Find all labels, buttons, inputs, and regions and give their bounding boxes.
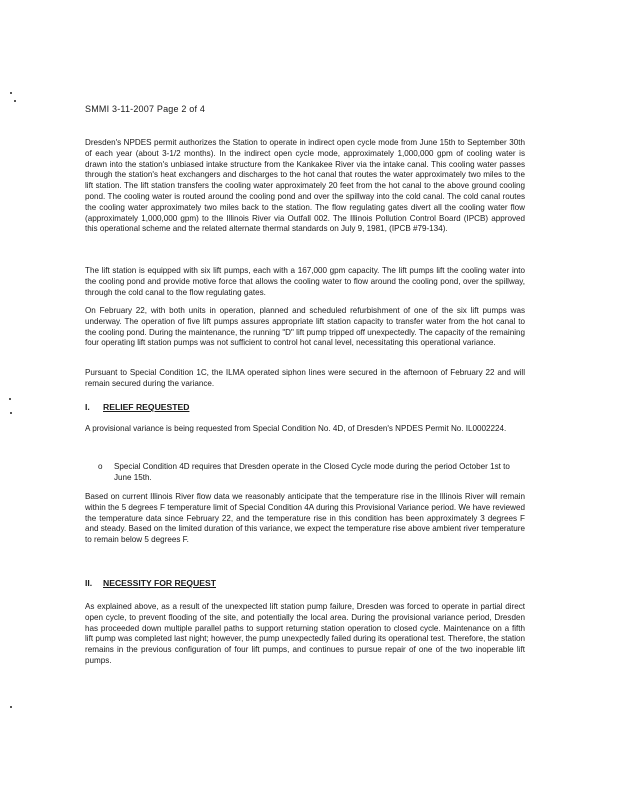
paragraph-permit: Dresden's NPDES permit authorizes the Station to operate in indirect open cycle mode from June 15th to September 30th of each year (about 3-1/2 months). In the indirect open cycle mode, approximately 1,000,000 gpm of cooling water is drawn into the station's unbiased intake structure from the Kankakee River via the intake canal. This cooling water passes through the station's heat exchangers and discharges to the hot canal that routes the water approximately two miles to the lift station. The lift station transfers the cooling water approximately 20 feet from the hot canal to the above ground cooling pond. The cooling water is routed around the cooling pond and over the spillway into the cold canal. The cold canal routes the cooling water approximately two miles back to the station. The flow regulating gates divert all the cooling water flow (approximately 1,000,000 gpm) to the Illinois River via Outfall 002. The Illinois Pollution Control Board (IPCB) approved this operational scheme and the related alternate thermal standards on July 9, 1981, (IPCB #79-134). bbox=[85, 138, 525, 234]
paragraph-lift-station: The lift station is equipped with six lift pumps, each with a 167,000 gpm capacity. The lift pumps lift the cooling water into the cooling pond and provide motive force that allows the cooling water to flow around the cooling pond, over the spillway, through the cold canal to the flow regulating gates. bbox=[85, 266, 525, 297]
scan-speck bbox=[10, 706, 12, 708]
section-title: NECESSITY FOR REQUEST bbox=[103, 578, 217, 588]
scan-speck bbox=[14, 100, 16, 102]
page-header: SMMI 3-11-2007 Page 2 of 4 bbox=[85, 104, 206, 114]
paragraph-river-flow: Based on current Illinois River flow data we reasonably anticipate that the temperature rise in the Illinois River will remain within the 5 degrees F temperature limit of Special Condition 4A during this Provisional Variance period. We have reviewed the temperature data since February 22, and the temperature rise in this condition has been approximately 3 degrees F and steady. Based on the limited duration of this variance, we expect the temperature rise above ambient river temperature to remain below 5 degrees F. bbox=[85, 492, 525, 545]
scan-speck bbox=[10, 412, 12, 414]
section-number: II. bbox=[85, 578, 93, 588]
section-number: I. bbox=[85, 402, 90, 412]
paragraph-siphon-lines: Pursuant to Special Condition 1C, the ILMA operated siphon lines were secured in the afternoon of February 22 and will remain secured during the variance. bbox=[85, 368, 525, 388]
bullet-mark: o bbox=[98, 462, 103, 471]
bullet-text: Special Condition 4D requires that Dresden operate in the Closed Cycle mode during the period October 1st to June 15th. bbox=[114, 462, 510, 482]
section-heading-necessity bbox=[85, 578, 216, 588]
paragraph-relief-intro: A provisional variance is being requested from Special Condition No. 4D, of Dresden's NPDES Permit No. IL0002224. bbox=[85, 424, 507, 433]
section-heading-relief bbox=[85, 402, 189, 412]
paragraph-necessity: As explained above, as a result of the unexpected lift station pump failure, Dresden was forced to operate in partial direct open cycle, to prevent flooding of the site, and potentially the local area. During the provisional variance period, Dresden has proceeded down multiple parallel paths to support returning station operation to closed cycle. Maintenance on a fifth lift pump was completed last night; however, the pump unexpectedly failed during its operational test. Therefore, the station remains in the previous configuration of four lift pumps, and continues to pursue repair of one of the two inoperable lift pumps. bbox=[85, 602, 525, 665]
section-title: RELIEF REQUESTED bbox=[103, 402, 190, 412]
paragraph-february-22: On February 22, with both units in operation, planned and scheduled refurbishment of one of the six lift pumps was underway. The operation of five lift pumps assures appropriate lift station capacity to transfer water from the hot canal to the cooling pond. During the maintenance, the running "D" lift pump tripped off unexpectedly. The capacity of the remaining four operating lift station pumps was not sufficient to control hot canal level, necessitating this operational variance. bbox=[85, 306, 525, 348]
scan-speck bbox=[10, 92, 12, 94]
scan-speck bbox=[9, 398, 11, 400]
bullet-item bbox=[98, 462, 525, 484]
